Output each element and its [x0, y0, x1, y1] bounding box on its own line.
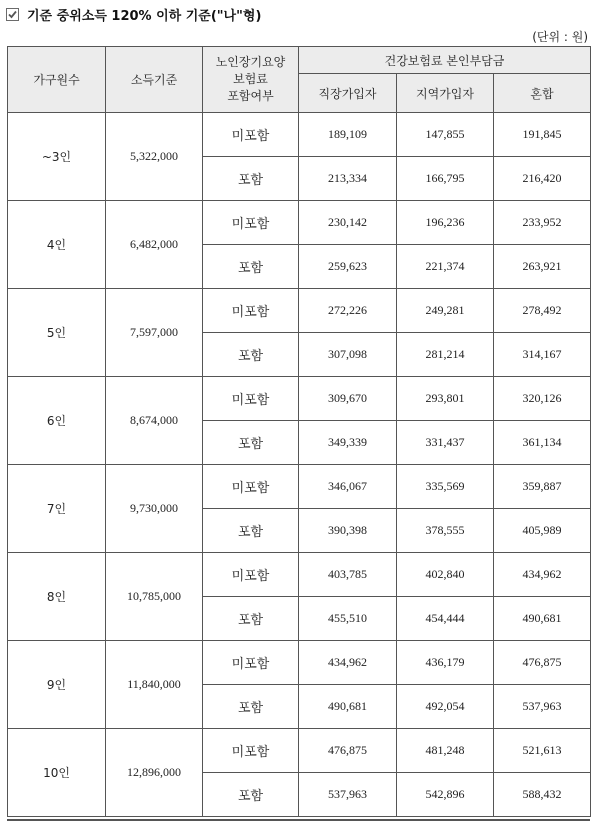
table-row — [8, 113, 591, 157]
table-header — [8, 47, 591, 113]
regional-premium-cell: 454,444 — [397, 597, 494, 641]
table-row — [8, 641, 591, 685]
mixed-premium-cell: 263,921 — [494, 245, 591, 289]
ltc-inclusion-cell: 미포함 — [203, 729, 299, 773]
header-ltc: 노인장기요양 보험료 포함여부 — [203, 47, 299, 113]
income-standard-cell: 6,482,000 — [106, 201, 203, 289]
header-employee: 직장가입자 — [299, 74, 397, 113]
household-size-cell: ~3인 — [8, 113, 106, 201]
employee-premium-cell: 259,623 — [299, 245, 397, 289]
employee-premium-cell: 309,670 — [299, 377, 397, 421]
table-row — [8, 201, 591, 245]
ltc-inclusion-cell: 포함 — [203, 245, 299, 289]
regional-premium-cell: 402,840 — [397, 553, 494, 597]
table-row — [8, 289, 591, 333]
page-title-row — [6, 4, 261, 24]
income-standard-cell: 12,896,000 — [106, 729, 203, 817]
employee-premium-cell: 403,785 — [299, 553, 397, 597]
header-burden: 건강보험료 본인부담금 — [299, 47, 591, 74]
regional-premium-cell: 481,248 — [397, 729, 494, 773]
income-standard-cell: 5,322,000 — [106, 113, 203, 201]
employee-premium-cell: 272,226 — [299, 289, 397, 333]
employee-premium-cell: 189,109 — [299, 113, 397, 157]
employee-premium-cell: 490,681 — [299, 685, 397, 729]
ltc-inclusion-cell: 미포함 — [203, 113, 299, 157]
income-standard-cell: 9,730,000 — [106, 465, 203, 553]
page-title: 기준 중위소득 120% 이하 기준("나"형) — [27, 8, 262, 24]
household-size-cell: 5인 — [8, 289, 106, 377]
regional-premium-cell: 221,374 — [397, 245, 494, 289]
employee-premium-cell: 349,339 — [299, 421, 397, 465]
employee-premium-cell: 537,963 — [299, 773, 397, 817]
ltc-inclusion-cell: 미포함 — [203, 377, 299, 421]
household-size-cell: 10인 — [8, 729, 106, 817]
employee-premium-cell: 213,334 — [299, 157, 397, 201]
ltc-inclusion-cell: 미포함 — [203, 289, 299, 333]
checkbox-icon — [6, 8, 19, 21]
ltc-inclusion-cell: 미포함 — [203, 201, 299, 245]
regional-premium-cell: 436,179 — [397, 641, 494, 685]
table-row — [8, 729, 591, 773]
ltc-inclusion-cell: 포함 — [203, 597, 299, 641]
income-standard-cell: 8,674,000 — [106, 377, 203, 465]
ltc-inclusion-cell: 포함 — [203, 685, 299, 729]
mixed-premium-cell: 278,492 — [494, 289, 591, 333]
ltc-inclusion-cell: 포함 — [203, 157, 299, 201]
household-size-cell: 8인 — [8, 553, 106, 641]
mixed-premium-cell: 314,167 — [494, 333, 591, 377]
regional-premium-cell: 542,896 — [397, 773, 494, 817]
household-size-cell: 4인 — [8, 201, 106, 289]
income-standard-cell: 11,840,000 — [106, 641, 203, 729]
mixed-premium-cell: 320,126 — [494, 377, 591, 421]
header-income: 소득기준 — [106, 47, 203, 113]
ltc-inclusion-cell: 미포함 — [203, 641, 299, 685]
regional-premium-cell: 281,214 — [397, 333, 494, 377]
employee-premium-cell: 455,510 — [299, 597, 397, 641]
mixed-premium-cell: 359,887 — [494, 465, 591, 509]
employee-premium-cell: 307,098 — [299, 333, 397, 377]
unit-note: (단위 : 원) — [532, 30, 588, 44]
regional-premium-cell: 166,795 — [397, 157, 494, 201]
header-household: 가구원수 — [8, 47, 106, 113]
employee-premium-cell: 390,398 — [299, 509, 397, 553]
mixed-premium-cell: 476,875 — [494, 641, 591, 685]
employee-premium-cell: 434,962 — [299, 641, 397, 685]
regional-premium-cell: 331,437 — [397, 421, 494, 465]
mixed-premium-cell: 361,134 — [494, 421, 591, 465]
mixed-premium-cell: 233,952 — [494, 201, 591, 245]
mixed-premium-cell: 537,963 — [494, 685, 591, 729]
regional-premium-cell: 293,801 — [397, 377, 494, 421]
table-row — [8, 377, 591, 421]
income-standard-cell: 7,597,000 — [106, 289, 203, 377]
household-size-cell: 6인 — [8, 377, 106, 465]
regional-premium-cell: 378,555 — [397, 509, 494, 553]
mixed-premium-cell: 521,613 — [494, 729, 591, 773]
header-regional: 지역가입자 — [397, 74, 494, 113]
employee-premium-cell: 346,067 — [299, 465, 397, 509]
regional-premium-cell: 147,855 — [397, 113, 494, 157]
regional-premium-cell: 249,281 — [397, 289, 494, 333]
mixed-premium-cell: 434,962 — [494, 553, 591, 597]
employee-premium-cell: 230,142 — [299, 201, 397, 245]
regional-premium-cell: 335,569 — [397, 465, 494, 509]
ltc-inclusion-cell: 미포함 — [203, 465, 299, 509]
regional-premium-cell: 196,236 — [397, 201, 494, 245]
regional-premium-cell: 492,054 — [397, 685, 494, 729]
table-row — [8, 553, 591, 597]
mixed-premium-cell: 405,989 — [494, 509, 591, 553]
mixed-premium-cell: 216,420 — [494, 157, 591, 201]
household-size-cell: 7인 — [8, 465, 106, 553]
table-row — [8, 465, 591, 509]
ltc-inclusion-cell: 미포함 — [203, 553, 299, 597]
ltc-inclusion-cell: 포함 — [203, 773, 299, 817]
mixed-premium-cell: 588,432 — [494, 773, 591, 817]
mixed-premium-cell: 191,845 — [494, 113, 591, 157]
household-size-cell: 9인 — [8, 641, 106, 729]
income-standard-cell: 10,785,000 — [106, 553, 203, 641]
employee-premium-cell: 476,875 — [299, 729, 397, 773]
ltc-inclusion-cell: 포함 — [203, 421, 299, 465]
ltc-inclusion-cell: 포함 — [203, 333, 299, 377]
table-body — [8, 113, 591, 817]
premium-table — [7, 46, 591, 817]
ltc-inclusion-cell: 포함 — [203, 509, 299, 553]
mixed-premium-cell: 490,681 — [494, 597, 591, 641]
header-mixed: 혼합 — [494, 74, 591, 113]
table-bottom-border — [7, 819, 590, 821]
